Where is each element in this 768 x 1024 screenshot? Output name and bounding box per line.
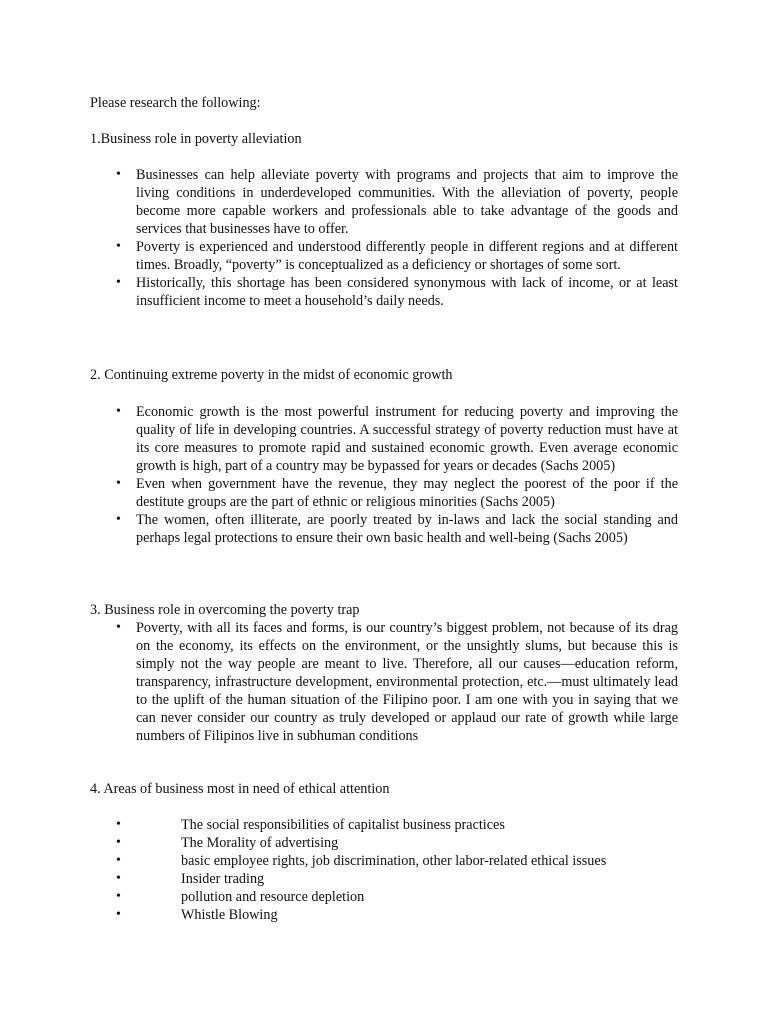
list-item: • The social responsibilities of capitalist business practices <box>0 816 606 834</box>
list-item: • Insider trading <box>0 870 606 888</box>
section-1-list <box>0 166 768 310</box>
section-4-list <box>0 816 606 924</box>
list-item: • The Morality of advertising <box>0 834 606 852</box>
list-item: • Businesses can help alleviate poverty with programs and projects that aim to improve the living conditions in underdeveloped communities. With the alleviation of poverty, people become more capable workers and professionals able to take advantage of the goods and services that businesses have to offer. <box>0 166 678 238</box>
section-1-heading: 1.Business role in poverty alleviation <box>90 131 302 147</box>
list-item: • Poverty is experienced and understood differently people in different regions and at different times. Broadly, “poverty” is conceptualized as a deficiency or shortages of some sort. <box>0 238 678 274</box>
list-item: • Even when government have the revenue, they may neglect the poorest of the poor if the destitute groups are the part of ethnic or religious minorities (Sachs 2005) <box>0 475 678 511</box>
intro-text: Please research the following: <box>90 95 261 111</box>
list-item: • Economic growth is the most powerful instrument for reducing poverty and improving the quality of life in developing countries. A successful strategy of poverty reduction must have at its core measures to promote rapid and sustained economic growth. Even average economic growth is high, part of a country may be bypassed for years or decades (Sachs 2005) <box>0 403 678 475</box>
section-3-heading: 3. Business role in overcoming the poverty trap <box>90 602 360 618</box>
list-item: • Whistle Blowing <box>0 906 606 924</box>
section-3-list <box>0 619 768 745</box>
section-2-heading: 2. Continuing extreme poverty in the midst of economic growth <box>90 367 453 383</box>
list-item: • Historically, this shortage has been considered synonymous with lack of income, or at least insufficient income to meet a household’s daily needs. <box>0 274 678 310</box>
list-item: • Poverty, with all its faces and forms, is our country’s biggest problem, not because of its drag on the economy, its effects on the environment, or the unsightly slums, but because this is simply not the way people are meant to live. Therefore, all our causes—education reform, transparency, infrastructure development, environmental protection, etc.—must ultimately lead to the uplift of the human situation of the Filipino poor. I am one with you in saying that we can never consider our country as truly developed or applaud our rate of growth while large numbers of Filipinos live in subhuman conditions <box>0 619 678 745</box>
list-item: • pollution and resource depletion <box>0 888 606 906</box>
list-item: • basic employee rights, job discrimination, other labor-related ethical issues <box>0 852 606 870</box>
section-4-heading: 4. Areas of business most in need of ethical attention <box>90 781 390 797</box>
list-item: • The women, often illiterate, are poorly treated by in-laws and lack the social standing and perhaps legal protections to ensure their own basic health and well-being (Sachs 2005) <box>0 511 678 547</box>
section-2-list <box>0 403 768 547</box>
